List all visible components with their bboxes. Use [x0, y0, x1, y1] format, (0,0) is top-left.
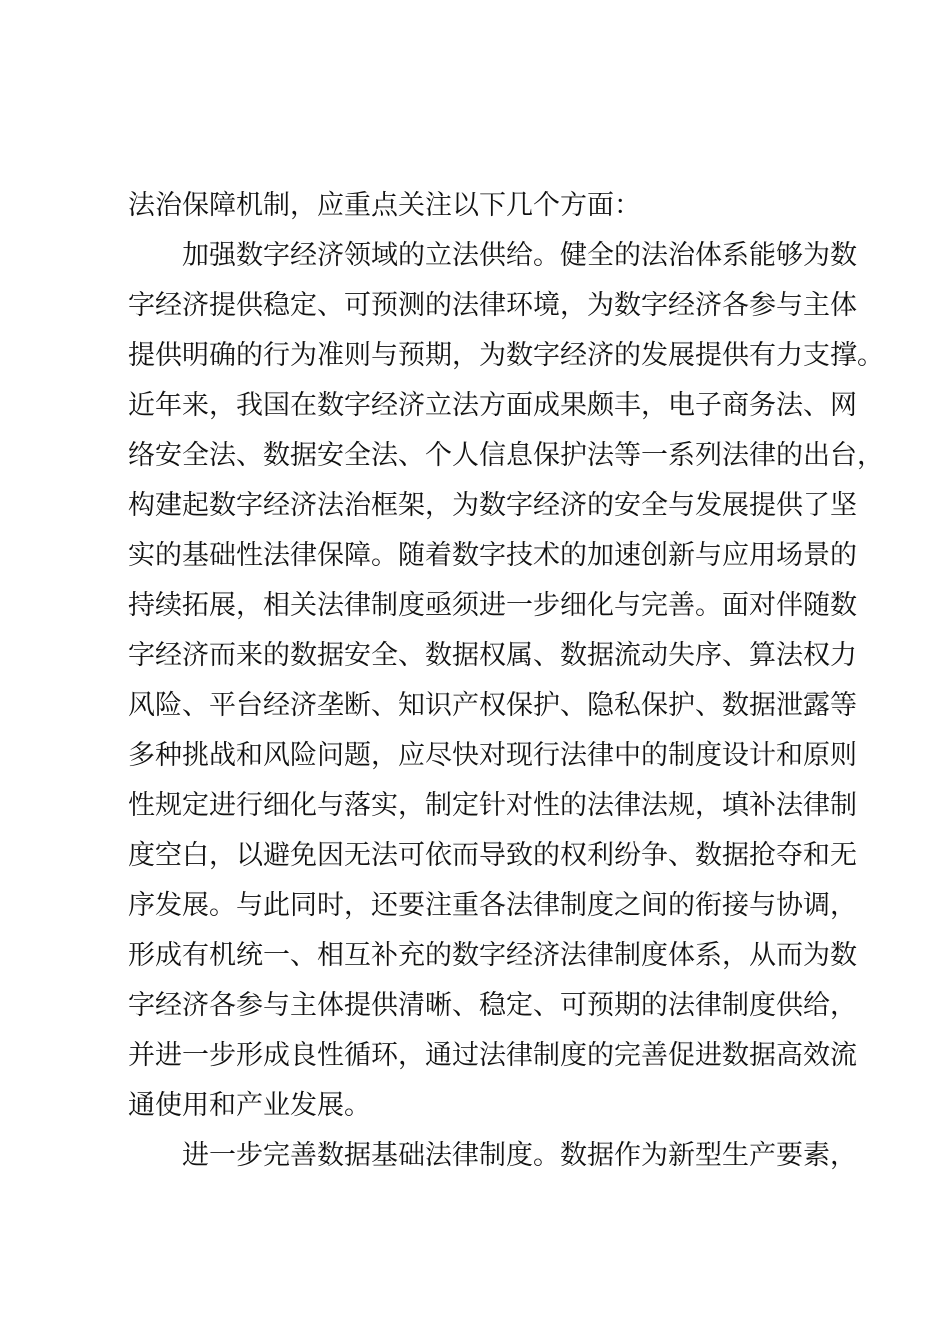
text-line-8: 实的基础性法律保障。随着数字技术的加速创新与应用场景的 — [128, 540, 857, 571]
text-line-7: 构建起数字经济法治框架，为数字经济的安全与发展提供了坚 — [128, 490, 857, 521]
text-line-12: 多种挑战和风险问题，应尽快对现行法律中的制度设计和原则 — [128, 740, 857, 771]
text-line-6: 络安全法、数据安全法、个人信息保护法等一系列法律的出台， — [128, 440, 884, 471]
text-line-13: 性规定进行细化与落实，制定针对性的法律法规，填补法律制 — [128, 790, 857, 821]
text-line-3: 字经济提供稳定、可预测的法律环境，为数字经济各参与主体 — [128, 290, 857, 321]
text-line-5: 近年来，我国在数字经济立法方面成果颇丰，电子商务法、网 — [128, 390, 857, 421]
text-line-9: 持续拓展，相关法律制度亟须进一步细化与完善。面对伴随数 — [128, 590, 857, 621]
text-line-20: 进一步完善数据基础法律制度。数据作为新型生产要素， — [182, 1140, 857, 1171]
text-line-14: 度空白，以避免因无法可依而导致的权利纷争、数据抢夺和无 — [128, 840, 857, 871]
text-line-2: 加强数字经济领域的立法供给。健全的法治体系能够为数 — [182, 240, 857, 271]
text-line-4: 提供明确的行为准则与预期，为数字经济的发展提供有力支撑。 — [128, 340, 884, 371]
text-line-16: 形成有机统一、相互补充的数字经济法律制度体系，从而为数 — [128, 940, 857, 971]
text-line-1: 法治保障机制，应重点关注以下几个方面： — [128, 190, 641, 221]
text-line-18: 并进一步形成良性循环，通过法律制度的完善促进数据高效流 — [128, 1040, 857, 1071]
text-line-15: 序发展。与此同时，还要注重各法律制度之间的衔接与协调， — [128, 890, 857, 921]
text-line-11: 风险、平台经济垄断、知识产权保护、隐私保护、数据泄露等 — [128, 690, 857, 721]
text-line-17: 字经济各参与主体提供清晰、稳定、可预期的法律制度供给， — [128, 990, 857, 1021]
text-line-10: 字经济而来的数据安全、数据权属、数据流动失序、算法权力 — [128, 640, 857, 671]
text-line-19: 通使用和产业发展。 — [128, 1090, 371, 1121]
